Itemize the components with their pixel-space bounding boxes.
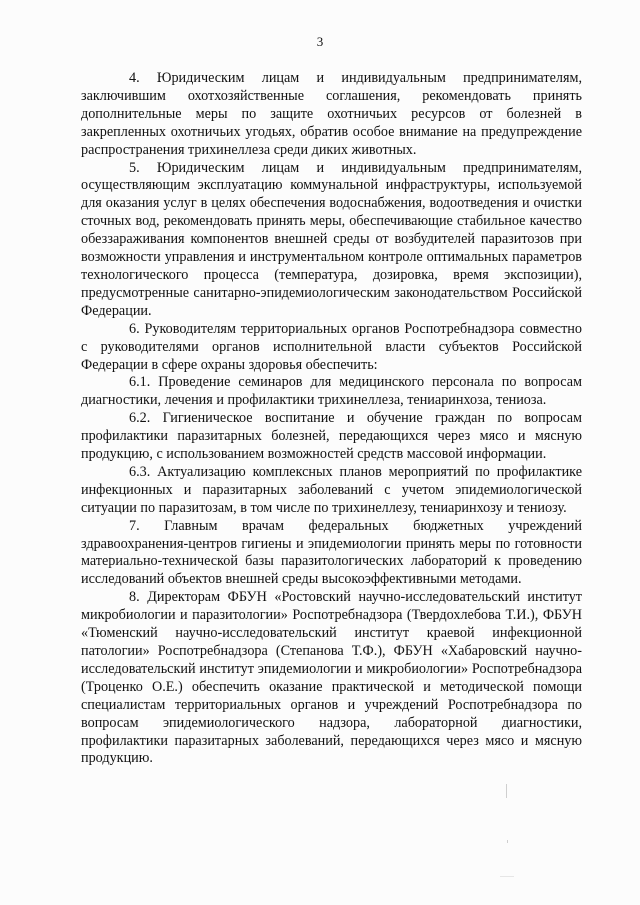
paragraph-8: 8. Директорам ФБУН «Ростовский научно-исследовательский институт микробиологии и паразитологии» Роспотребнадзора (Твердохлебова Т.И.), ФБУН «Тюменский научно-исследовательский институт краевой инфекционной патологии» Роспотребнадзора (Степанова Т.Ф.), ФБУН «Хабаровский научно-исследовательский институт эпидемиологии и микробиологии» Роспотребнадзора (Троценко О.Е.) обеспечить оказание практической и методической помощи специалистам территориальных органов и учреждений Роспотребнадзора по вопросам эпидемиологического надзора, лабораторной диагностики, профилактики паразитарных заболеваний, передающихся через мясо и мясную продукцию.: [81, 589, 582, 767]
paragraph-5: 5. Юридическим лицам и индивидуальным предпринимателям, осуществляющим эксплуатацию коммунальной инфраструктуры, используемой для оказания услуг в целях обеспечения водоснабжения, водоотведения и очистки сточных вод, рекомендовать принять меры, обеспечивающие стабильное качество обеззараживания компонентов внешней среды от возбудителей паразитозов при возможности управления и инструментальном контроле оптимальных параметров технологического процесса (температура, дозировка, время экспозиции), предусмотренные санитарно-эпидемиологическим законодательством Российской Федерации.: [81, 159, 582, 319]
document-body: [81, 70, 582, 768]
paragraph-6-3: 6.3. Актуализацию комплексных планов мероприятий по профилактике инфекционных и паразитарных заболеваний с учетом эпидемиологической ситуации по паразитозам, в том числе по трихинеллезу, тениаринхозу и тениозу.: [81, 463, 582, 516]
scan-artifact: [506, 784, 507, 798]
paragraph-6: 6. Руководителям территориальных органов Роспотребнадзора совместно с руководителями органов исполнительной власти субъектов Российской Федерации в сфере охраны здоровья обеспечить:: [81, 320, 582, 373]
paragraph-6-2: 6.2. Гигиеническое воспитание и обучение граждан по вопросам профилактики паразитарных болезней, передающихся через мясо и мясную продукцию, с использованием возможностей средств массовой информации.: [81, 410, 582, 463]
page-number: 3: [316, 34, 324, 49]
scan-artifact: [500, 876, 514, 877]
paragraph-7: 7. Главным врачам федеральных бюджетных учреждений здравоохранения-центров гигиены и эпидемиологии принять меры по готовности материально-технической базы паразитологических лабораторий к проведению исследований объектов внешней среды высокоэффективными методами.: [81, 517, 582, 588]
scan-artifact: [507, 840, 508, 843]
paragraph-4: 4. Юридическим лицам и индивидуальным предпринимателям, заключившим охотхозяйственные соглашения, рекомендовать принять дополнительные меры по защите охотничьих ресурсов от болезней в закрепленных охотничьих угодьях, обратив особое внимание на предупреждение распространения трихинеллеза среди диких животных.: [81, 70, 582, 158]
paragraph-6-1: 6.1. Проведение семинаров для медицинского персонала по вопросам диагностики, лечения и профилактики трихинеллеза, тениаринхоза, тениоза.: [81, 374, 582, 409]
